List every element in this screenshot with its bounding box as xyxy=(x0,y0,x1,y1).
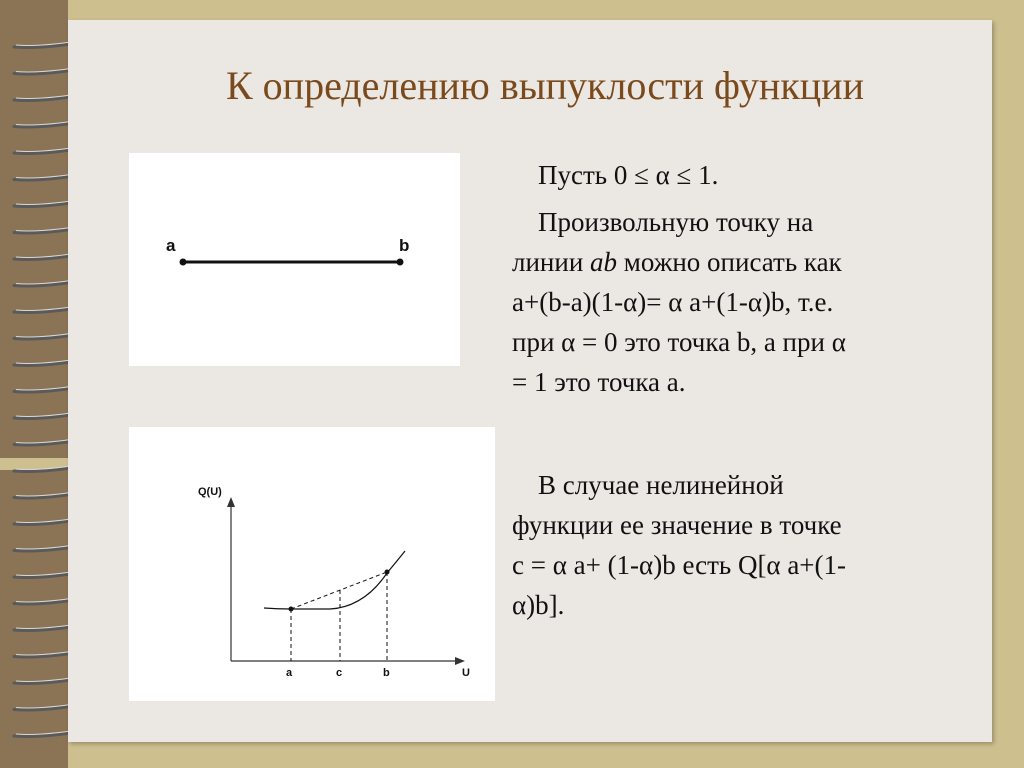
line-text-1: Произвольную точку на xyxy=(538,207,814,237)
function-curve xyxy=(264,551,405,609)
line-text-5: = 1 это точка a. xyxy=(512,367,686,397)
slide-title: К определению выпуклости функции xyxy=(225,63,864,108)
curve-point-b xyxy=(385,570,390,575)
nonlinear-text-3: c = α a+ (1-α)b есть Q[α a+(1- xyxy=(512,550,847,580)
paragraph-alpha-range xyxy=(512,155,952,195)
x-axis-arrow xyxy=(455,657,465,665)
alpha-range-text: Пусть 0 ≤ α ≤ 1. xyxy=(538,160,719,190)
paragraph-point-on-line xyxy=(512,202,952,402)
x-tick-a: a xyxy=(286,667,293,679)
segment-figure xyxy=(129,153,460,366)
y-axis-arrow xyxy=(227,497,235,507)
line-text-4: при α = 0 это точка b, а при α xyxy=(512,327,846,357)
segment-label-b: b xyxy=(399,236,410,255)
x-tick-c: c xyxy=(336,667,343,679)
y-axis-label: Q(U) xyxy=(198,486,222,498)
segment-label-a: a xyxy=(166,236,176,255)
x-axis-label: U xyxy=(462,667,470,679)
convexity-graph-figure xyxy=(129,427,495,701)
segment-point-b xyxy=(397,259,404,266)
nonlinear-text-2: функции ее значение в точке xyxy=(512,510,842,540)
paragraph-nonlinear xyxy=(512,465,952,625)
curve-point-a xyxy=(289,607,294,612)
line-text-3: a+(b-a)(1-α)= α a+(1-α)b, т.е. xyxy=(512,287,834,317)
x-tick-b: b xyxy=(383,667,390,679)
nonlinear-text-1: В случае нелинейной xyxy=(538,470,784,500)
nonlinear-text-4: α)b]. xyxy=(512,590,565,620)
segment-point-a xyxy=(180,259,187,266)
line-text-2: линии ab можно описать как xyxy=(512,247,842,277)
